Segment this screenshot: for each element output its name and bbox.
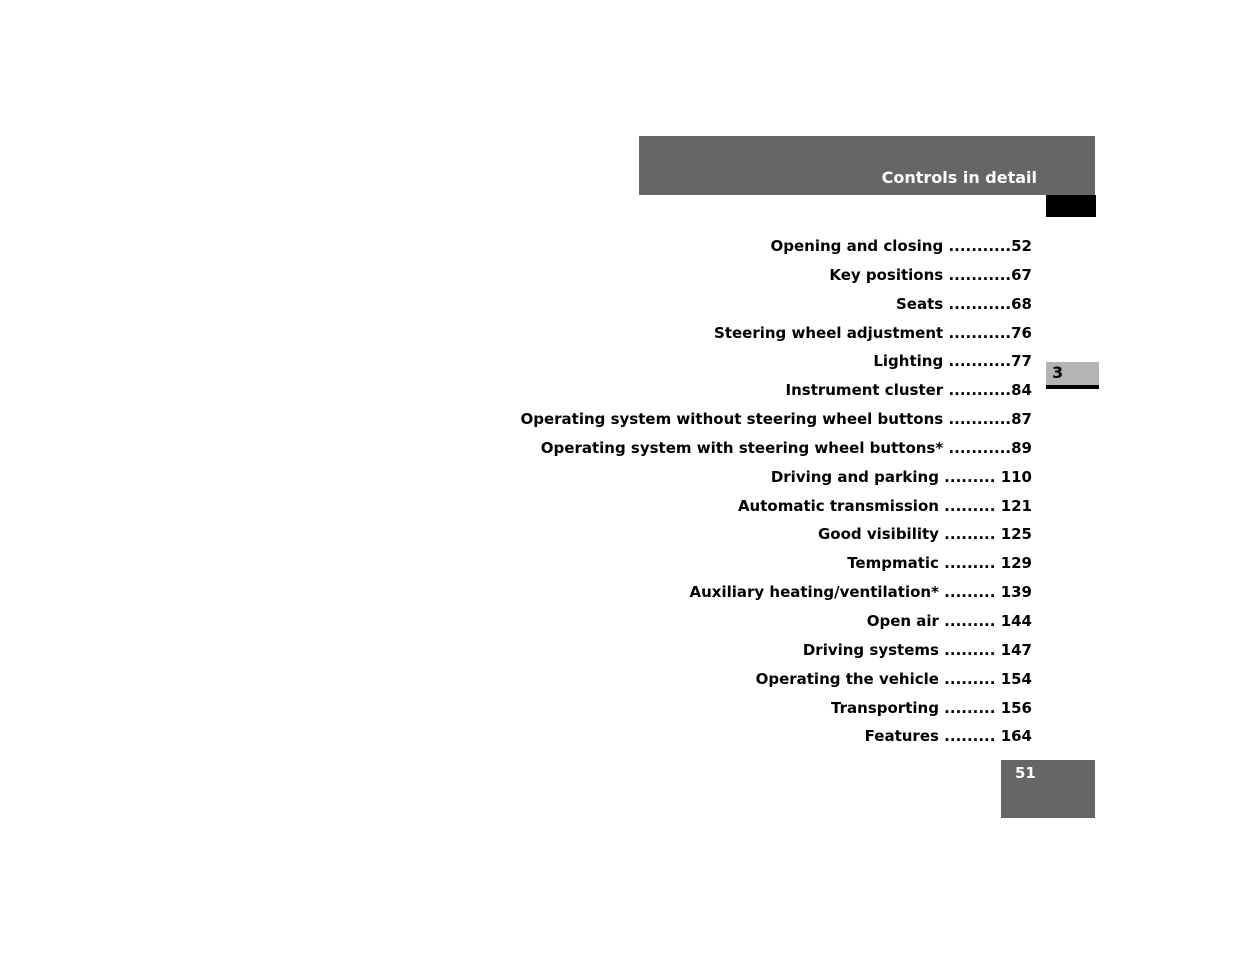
toc-entry[interactable] (520, 639, 1032, 668)
toc-entry-label: Good visibility (817, 525, 939, 544)
toc-entry[interactable] (520, 552, 1032, 581)
toc-entry-page: 139 (1000, 583, 1032, 602)
toc-entry-page: 67 (1011, 265, 1032, 284)
toc-leader-dots: ........... (948, 438, 1012, 457)
toc-entry-page: 147 (1000, 640, 1032, 659)
toc-entry-label: Instrument cluster (785, 381, 944, 400)
toc-entry-page: 164 (1000, 727, 1032, 746)
toc-entry[interactable] (520, 379, 1032, 408)
toc-entry[interactable] (520, 668, 1032, 697)
toc-entry[interactable] (520, 293, 1032, 322)
toc-entry-label: Operating system with steering wheel buttons* (540, 438, 944, 457)
toc-leader-dots: ........... (948, 323, 1012, 342)
toc-entry-page: 84 (1011, 381, 1032, 400)
toc-entry-page: 52 (1011, 237, 1032, 255)
toc-entry-label: Transporting (831, 698, 939, 717)
toc-entry-page: 125 (1000, 525, 1032, 544)
toc-entry[interactable] (520, 437, 1032, 466)
toc-leader-dots: ......... (944, 467, 1001, 486)
chapter-tab[interactable] (1046, 362, 1099, 389)
toc-entry-label: Lighting (873, 352, 944, 371)
toc-entry[interactable] (520, 466, 1032, 495)
section-header-bar (639, 136, 1095, 195)
toc-leader-dots: ......... (944, 583, 1001, 602)
toc-entry-page: 68 (1011, 294, 1032, 313)
toc-entry-page: 87 (1011, 410, 1032, 429)
toc-entry-page: 110 (1000, 467, 1032, 486)
toc-leader-dots: ......... (944, 727, 1001, 746)
toc-entry[interactable] (520, 495, 1032, 524)
toc-entry-page: 156 (1000, 698, 1032, 717)
toc-entry[interactable] (520, 610, 1032, 639)
toc-entry-label: Open air (866, 611, 939, 630)
toc-entry-page: 144 (1000, 611, 1032, 630)
toc-leader-dots: ......... (944, 698, 1001, 717)
toc-entry-label: Automatic transmission (737, 496, 939, 515)
toc-leader-dots: ........... (948, 265, 1012, 284)
toc-entry-page: 89 (1011, 438, 1032, 457)
toc-entry-label: Tempmatic (847, 554, 939, 573)
toc-leader-dots: ........... (948, 381, 1012, 400)
toc-leader-dots: ........... (948, 352, 1012, 371)
toc-entry-label: Opening and closing (770, 237, 944, 255)
toc-entry-page: 76 (1011, 323, 1032, 342)
toc-entry-label: Features (864, 727, 939, 746)
toc-entry-label: Operating system without steering wheel buttons (520, 410, 944, 429)
toc-entry-page: 154 (1000, 669, 1032, 688)
page-number-box (1001, 760, 1095, 818)
toc-entry[interactable] (520, 581, 1032, 610)
toc-entry-page: 121 (1000, 496, 1032, 515)
toc-entry[interactable] (520, 235, 1032, 264)
toc-entry-page: 129 (1000, 554, 1032, 573)
section-marker-tab (1046, 195, 1096, 217)
section-title: Controls in detail (881, 168, 1037, 187)
toc-entry-label: Steering wheel adjustment (714, 323, 944, 342)
toc-entry-label: Key positions (829, 265, 944, 284)
toc-entry[interactable] (520, 697, 1032, 726)
chapter-number: 3 (1052, 363, 1064, 382)
toc-leader-dots: ......... (944, 496, 1001, 515)
toc-leader-dots: ......... (944, 640, 1001, 659)
toc-leader-dots: ......... (944, 669, 1001, 688)
toc-entry-label: Seats (896, 294, 944, 313)
toc-entry-page: 77 (1011, 352, 1032, 371)
toc-entry[interactable] (520, 350, 1032, 379)
toc-entry-label: Driving systems (802, 640, 939, 659)
toc-entry-label: Operating the vehicle (755, 669, 939, 688)
toc-entry-label: Driving and parking (770, 467, 939, 486)
toc-leader-dots: ......... (944, 525, 1001, 544)
toc-entry[interactable] (520, 523, 1032, 552)
page-number: 51 (1015, 764, 1036, 782)
toc-leader-dots: ........... (948, 410, 1012, 429)
table-of-contents (520, 235, 1032, 754)
toc-leader-dots: ......... (944, 554, 1001, 573)
toc-entry[interactable] (520, 322, 1032, 351)
toc-leader-dots: ........... (948, 294, 1012, 313)
toc-entry[interactable] (520, 725, 1032, 754)
toc-entry-label: Auxiliary heating/ventilation* (689, 583, 939, 602)
toc-entry[interactable] (520, 264, 1032, 293)
toc-leader-dots: ........... (948, 237, 1012, 255)
toc-entry[interactable] (520, 408, 1032, 437)
toc-leader-dots: ......... (944, 611, 1001, 630)
